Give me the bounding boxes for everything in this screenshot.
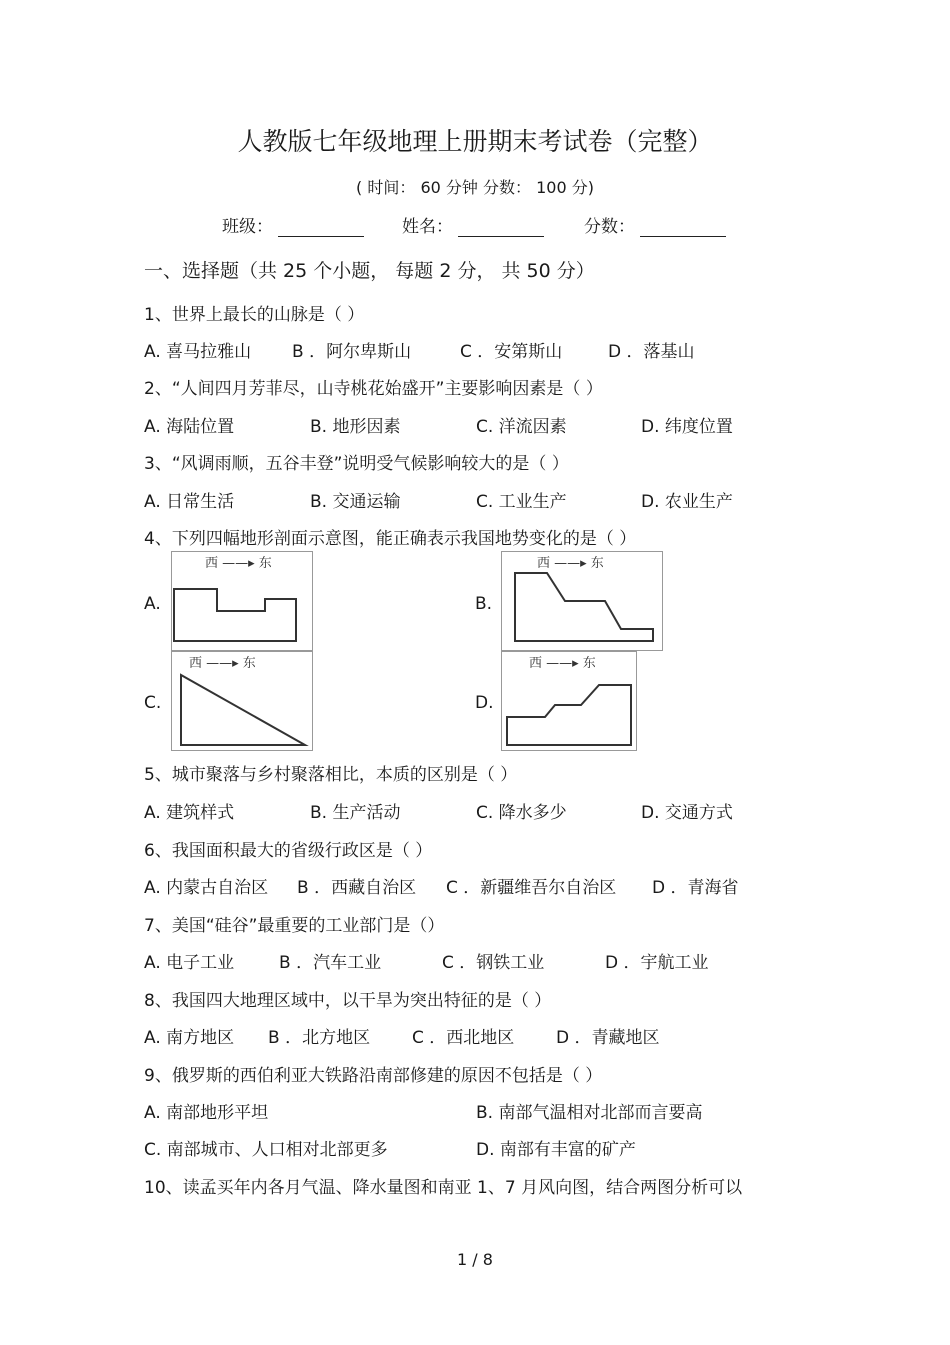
direction-label: 西 ——▸ 东 (529, 656, 596, 671)
direction-label: 西 ——▸ 东 (537, 556, 604, 571)
question-stem: 1、世界上最长的山脉是（ ） (144, 305, 365, 325)
option-label: D. (475, 693, 494, 713)
option-label: A. (144, 594, 161, 614)
question-stem: 10、读孟买年内各月气温、降水量图和南亚 1、7 月风向图，结合两图分析可以 (144, 1178, 743, 1198)
option: A. 南部地形平坦 (144, 1103, 269, 1123)
option: B ．北方地区 (268, 1028, 371, 1048)
option: A. 内蒙古自治区 (144, 878, 269, 898)
direction-label: 西 ——▸ 东 (189, 656, 256, 671)
option: A. 电子工业 (144, 953, 235, 973)
option: C. 洋流因素 (476, 417, 567, 437)
score-field (584, 212, 726, 237)
profile-figure-c (171, 651, 313, 751)
option: D ．宇航工业 (605, 953, 709, 973)
option: C ．钢铁工业 (442, 953, 545, 973)
profile-figure-b (501, 551, 663, 651)
terrain-profile (515, 573, 653, 641)
profile-c-svg (171, 651, 313, 751)
option: D. 南部有丰富的矿产 (476, 1140, 636, 1160)
option: B. 南部气温相对北部而言要高 (476, 1103, 703, 1123)
page-title: 人教版七年级地理上册期末考试卷（完整） (237, 127, 713, 156)
exam-subtitle: ( 时间： 60 分钟 分数： 100 分) (356, 178, 594, 197)
name-label: 姓名： (402, 217, 453, 237)
profile-a-svg (171, 551, 313, 651)
question-stem: 9、俄罗斯的西伯利亚大铁路沿南部修建的原因不包括是（ ） (144, 1066, 603, 1086)
profile-d-svg (501, 651, 637, 751)
option: A. 海陆位置 (144, 417, 235, 437)
option: B ．西藏自治区 (297, 878, 417, 898)
question-stem: 3、“风调雨顺，五谷丰登”说明受气候影响较大的是（ ） (144, 454, 569, 474)
question-stem: 2、“人间四月芳菲尽，山寺桃花始盛开”主要影响因素是（ ） (144, 379, 603, 399)
question-stem: 5、城市聚落与乡村聚落相比，本质的区别是（ ） (144, 765, 518, 785)
option: B. 交通运输 (310, 492, 401, 512)
question-stem: 4、下列四幅地形剖面示意图，能正确表示我国地势变化的是（ ） (144, 529, 637, 549)
page-number: 1 / 8 (457, 1250, 493, 1269)
option: D ．落基山 (608, 342, 695, 362)
question-stem: 7、美国“硅谷”最重要的工业部门是（） (144, 916, 445, 936)
option-label: C. (144, 693, 162, 713)
option: A. 建筑样式 (144, 803, 235, 823)
profile-figure-a (171, 551, 313, 651)
direction-label: 西 ——▸ 东 (205, 556, 272, 571)
profile-b-svg (501, 551, 663, 651)
question-stem: 6、我国面积最大的省级行政区是（ ） (144, 841, 433, 861)
option: B ．阿尔卑斯山 (292, 342, 412, 362)
option: D. 农业生产 (641, 492, 733, 512)
option: C. 南部城市、人口相对北部更多 (144, 1140, 388, 1160)
option: D ．青海省 (652, 878, 739, 898)
option: B. 地形因素 (310, 417, 401, 437)
class-blank (278, 218, 364, 237)
class-field (222, 212, 364, 237)
class-label: 班级： (222, 217, 273, 237)
option: B ．汽车工业 (279, 953, 382, 973)
option-label: B. (475, 594, 493, 614)
terrain-profile (507, 685, 631, 745)
option: B. 生产活动 (310, 803, 401, 823)
option: D. 纬度位置 (641, 417, 733, 437)
option: C. 工业生产 (476, 492, 567, 512)
name-field (402, 212, 544, 237)
score-label: 分数： (584, 217, 635, 237)
question-stem: 8、我国四大地理区域中，以干旱为突出特征的是（ ） (144, 991, 552, 1011)
option: A. 喜马拉雅山 (144, 342, 252, 362)
section-heading: 一、选择题（共 25 个小题， 每题 2 分， 共 50 分） (144, 260, 595, 282)
terrain-profile (181, 675, 305, 745)
option: C ．西北地区 (412, 1028, 515, 1048)
option: C. 降水多少 (476, 803, 567, 823)
terrain-profile (174, 589, 296, 641)
option: D ．青藏地区 (556, 1028, 660, 1048)
profile-figure-d (501, 651, 637, 751)
option: C ．安第斯山 (460, 342, 563, 362)
option: A. 日常生活 (144, 492, 235, 512)
option: C ．新疆维吾尔自治区 (446, 878, 617, 898)
name-blank (458, 218, 544, 237)
option: D. 交通方式 (641, 803, 733, 823)
score-blank (640, 218, 726, 237)
option: A. 南方地区 (144, 1028, 235, 1048)
